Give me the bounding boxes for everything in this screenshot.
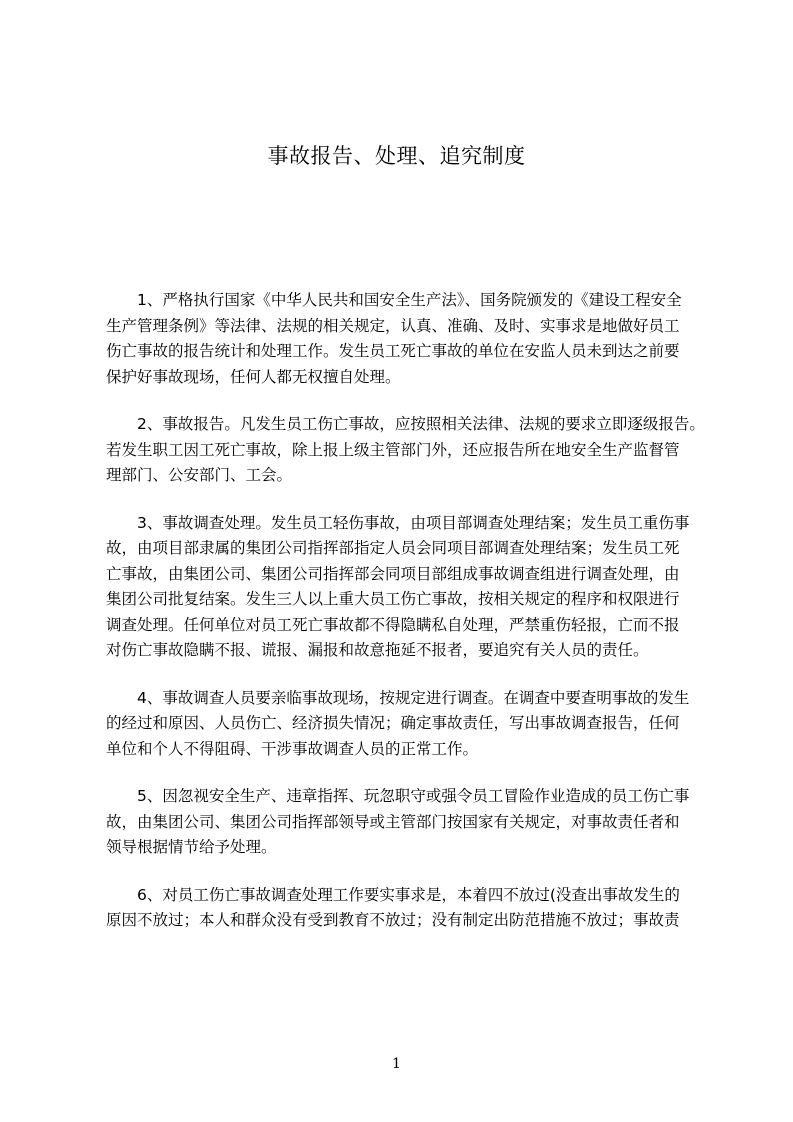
paragraph-line: 单位和个人不得阻碍、干涉事故调查人员的正常工作。 — [106, 739, 479, 758]
paragraph-line: 集团公司批复结案。发生三人以上重大员工伤亡事故，按相关规定的程序和权限进行 — [106, 590, 680, 608]
paragraph-line: 调查处理。任何单位对员工死亡事故都不得隐瞒私自处理，严禁重伤轻报，亡而不报 — [106, 615, 680, 634]
paragraph-line: 理部门、公安部门、工会。 — [106, 466, 293, 484]
paragraph-line: 保护好事故现场，任何人都无权擅自处理。 — [106, 367, 401, 386]
paragraph-5 — [106, 784, 726, 861]
paragraph-line: 领导根据情节给予处理。 — [106, 838, 277, 856]
paragraph-line: 1、严格执行国家《中华人民共和国安全生产法》、国务院颁发的《建设工程安全 — [137, 291, 682, 309]
paragraph-line: 故，由项目部隶属的集团公司指挥部指定人员会同项目部调查处理结案；发生员工死 — [106, 539, 680, 557]
paragraph-line: 2、事故报告。凡发生员工伤亡事故，应按照相关法律、法规的要求立即逐级报告。 — [137, 415, 705, 433]
paragraph-1 — [106, 288, 726, 390]
document-body — [106, 288, 726, 956]
paragraph-line: 4、事故调查人员要亲临事故现场，按规定进行调查。在调查中要查明事故的发生 — [137, 688, 690, 707]
paragraph-4 — [106, 686, 726, 763]
paragraph-line: 原因不放过；本人和群众没有受到教育不放过；没有制定出防范措施不放过；事故责 — [106, 911, 680, 929]
paragraph-line: 伤亡事故的报告统计和处理工作。发生员工死亡事故的单位在安监人员未到达之前要 — [106, 342, 680, 360]
paragraph-line: 若发生职工因工死亡事故，除上报上级主管部门外，还应报告所在地安全生产监督管 — [106, 440, 680, 459]
paragraph-6 — [106, 883, 726, 934]
document-title: 事故报告、处理、追究制度 — [267, 144, 526, 168]
paragraph-line: 对伤亡事故隐瞒不报、谎报、漏报和故意拖延不报者，要追究有关人员的责任。 — [106, 641, 649, 659]
paragraph-line: 故，由集团公司、集团公司指挥部领导或主管部门按国家有关规定，对事故责任者和 — [106, 812, 680, 831]
paragraph-3 — [106, 511, 726, 664]
paragraph-line: 6、对员工伤亡事故调查处理工作要实事求是，本着四不放过(没查出事故发生的 — [137, 885, 680, 904]
paragraph-line: 5、因忽视安全生产、违章指挥、玩忽职守或强令员工冒险作业造成的员工伤亡事 — [137, 787, 690, 805]
paragraph-2 — [106, 412, 726, 489]
page-number: 1 — [392, 1056, 401, 1072]
paragraph-line: 亡事故，由集团公司、集团公司指挥部会同项目部组成事故调查组进行调查处理，由 — [106, 564, 680, 583]
paragraph-line: 3、事故调查处理。发生员工轻伤事故，由项目部调查处理结案；发生员工重伤事 — [137, 513, 690, 532]
paragraph-line: 的经过和原因、人员伤亡、经济损失情况；确定事故责任，写出事故调查报告，任何 — [106, 714, 680, 732]
paragraph-line: 生产管理条例》等法律、法规的相关规定，认真、准确、及时、实事求是地做好员工 — [106, 316, 680, 335]
